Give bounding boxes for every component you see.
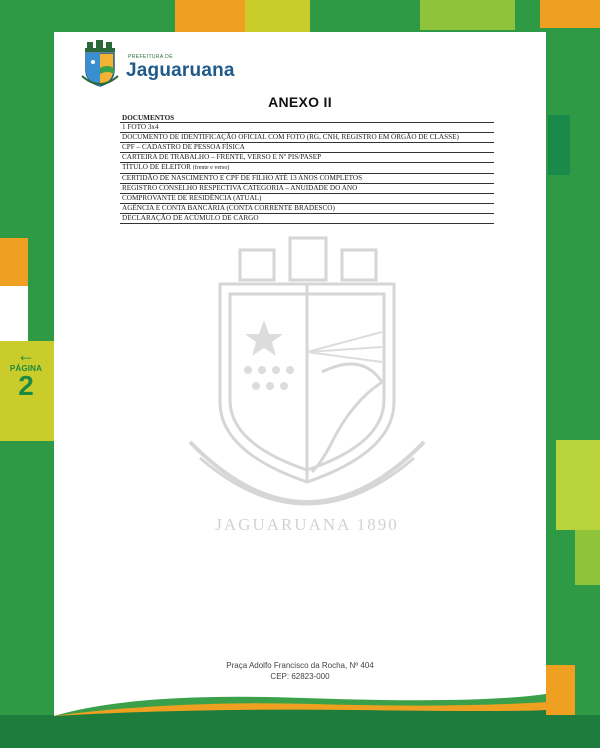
- row-note: (frente e verso): [192, 165, 230, 171]
- decor-block: [540, 0, 600, 28]
- left-arrow-icon[interactable]: ←: [17, 345, 35, 365]
- decor-block: [575, 530, 600, 585]
- decor-block: [0, 286, 28, 341]
- org-name: Jaguaruana: [126, 60, 235, 81]
- page-number: 2: [18, 370, 34, 401]
- row-text: TÍTULO DE ELEITOR: [122, 163, 191, 171]
- documents-table: [120, 113, 494, 224]
- cep-line: CEP: 62823-000: [270, 672, 330, 681]
- decor-block: [175, 0, 245, 32]
- decor-block: [556, 440, 600, 530]
- municipality-logo: [80, 40, 260, 96]
- watermark-crest: [182, 232, 432, 542]
- document-page: [54, 32, 546, 716]
- coat-of-arms-icon: [80, 40, 124, 92]
- org-prefix: PREFEITURA DE: [128, 54, 173, 60]
- table-row: CARTEIRA DE TRABALHO – FRENTE, VERSO E Nº PIS/PASEP: [120, 153, 494, 163]
- table-row: CERTIDÃO DE NASCIMENTO E CPF DE FILHO ATÉ 13 ANOS COMPLETOS: [120, 174, 494, 184]
- address-line: Praça Adolfo Francisco da Rocha, Nº 404: [226, 661, 374, 670]
- page-label: PÁGINA: [9, 364, 43, 373]
- table-row: REGISTRO CONSELHO RESPECTIVA CATEGORIA – ANUIDADE DO ANO: [120, 184, 494, 194]
- table-row: [120, 163, 494, 174]
- decor-block: [548, 115, 570, 175]
- table-row: DECLARAÇÃO DE ACÚMULO DE CARGO: [120, 214, 494, 224]
- decor-block: [245, 0, 310, 32]
- table-row: COMPROVANTE DE RESIDÊNCIA (ATUAL): [120, 194, 494, 204]
- watermark-text: JAGUARUANA 1890: [215, 515, 399, 534]
- decor-block: [420, 0, 515, 30]
- footer-address: [54, 660, 546, 682]
- decor-block: [0, 715, 600, 748]
- annex-title: ANEXO II: [268, 94, 332, 110]
- table-row: DOCUMENTO DE IDENTIFICAÇÃO OFICIAL COM FOTO (RG, CNH, REGISTRO EM ÓRGÃO DE CLASSE): [120, 133, 494, 143]
- decor-block: [0, 238, 28, 286]
- table-row: CPF – CADASTRO DE PESSOA FÍSICA: [120, 143, 494, 153]
- table-row: 1 FOTO 3x4: [120, 123, 494, 133]
- footer-decoration: [54, 688, 546, 716]
- table-row: AGÊNCIA E CONTA BANCÁRIA (CONTA CORRENTE BRADESCO): [120, 204, 494, 214]
- page-indicator[interactable]: [4, 346, 48, 399]
- table-header: DOCUMENTOS: [120, 113, 494, 123]
